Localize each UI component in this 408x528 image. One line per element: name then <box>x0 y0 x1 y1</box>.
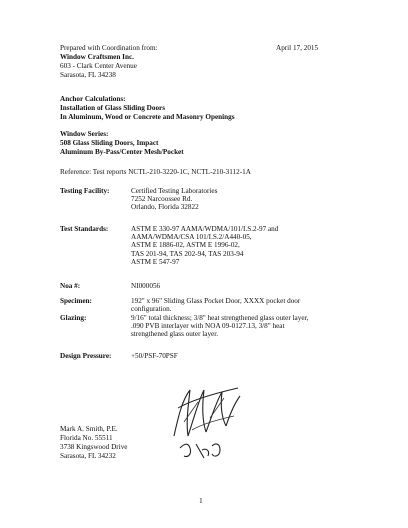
noa-value: NI000056 <box>131 282 161 290</box>
testing-facility-line: Certified Testing Laboratories <box>131 187 218 195</box>
engineer-address-line1: 3738 Kingswood Drive <box>60 443 128 451</box>
testing-facility-line: 7252 Narcoossee Rd. <box>131 195 193 204</box>
engineer-address-line2: Sarasota, FL 34232 <box>60 452 116 460</box>
test-standards-line: AAMA/WDMA/CSA 101/I.S.2/A440-05, <box>131 233 252 242</box>
test-standards-line: ASTM E 547-97 <box>131 257 180 266</box>
engineer-license: Florida No. 55511 <box>60 434 113 442</box>
reference-text: Reference: Test reports NCTL-210-3220-1C, NCTL-210-3112-1A <box>60 168 251 176</box>
glazing-label: Glazing: <box>60 314 87 322</box>
test-standards-line: ASTM E 1886-02, ASTM E 1996-02, <box>131 241 240 250</box>
page-number: 1 <box>199 496 203 505</box>
glazing-line: 9/16" total thickness; 3/8" heat strengthened glass outer layer, <box>131 314 309 322</box>
specimen-line: configuration. <box>131 305 172 314</box>
glazing-line: .090 PVB interlayer with NOA 09-0127.13, 3/8" heat <box>131 322 285 331</box>
anchor-line2: In Aluminum, Wood or Concrete and Masonry Openings <box>60 113 235 121</box>
company-address-line2: Sarasota, FL 34238 <box>60 71 116 79</box>
anchor-title: Anchor Calculations: <box>60 95 126 103</box>
prepared-with-text: Prepared with Coordination from: <box>60 44 158 52</box>
series-title: Window Series: <box>60 130 109 138</box>
company-address-line1: 603 - Clark Center Avenue <box>60 62 137 70</box>
design-pressure-label: Design Pressure: <box>60 352 112 360</box>
testing-facility-label: Testing Facility: <box>60 187 110 195</box>
specimen-value <box>131 297 300 313</box>
test-standards-line: TAS 201-94, TAS 202-94, TAS 203-94 <box>131 249 244 258</box>
noa-label: Noa #: <box>60 282 81 290</box>
company-name: Window Craftsmen Inc. <box>60 53 134 61</box>
test-standards-value <box>131 225 278 266</box>
glazing-line: strengthened glass outer layer. <box>131 330 219 339</box>
glazing-value <box>131 314 308 339</box>
document-date: April 17, 2015 <box>276 44 319 52</box>
specimen-label: Specimen: <box>60 297 92 305</box>
test-standards-line: ASTM E 330-97 AAMA/WDMA/101/I.S.2-97 and <box>131 225 279 233</box>
engineer-name: Mark A. Smith, P.E. <box>60 425 118 433</box>
series-line1: 508 Glass Sliding Doors, Impact <box>60 139 159 147</box>
design-pressure-value: +50/PSF-70PSF <box>131 352 178 360</box>
testing-facility-value <box>131 187 217 212</box>
testing-facility-line: Orlando, Florida 32822 <box>131 203 199 212</box>
specimen-line: 192" x 96" Sliding Glass Pocket Door, XXXX pocket door <box>131 297 301 305</box>
test-standards-label: Test Standards: <box>60 225 109 233</box>
series-line2: Aluminum By-Pass/Center Mesh/Pocket <box>60 148 184 156</box>
anchor-line1: Installation of Glass Sliding Doors <box>60 104 166 112</box>
handwritten-signature <box>168 378 248 474</box>
